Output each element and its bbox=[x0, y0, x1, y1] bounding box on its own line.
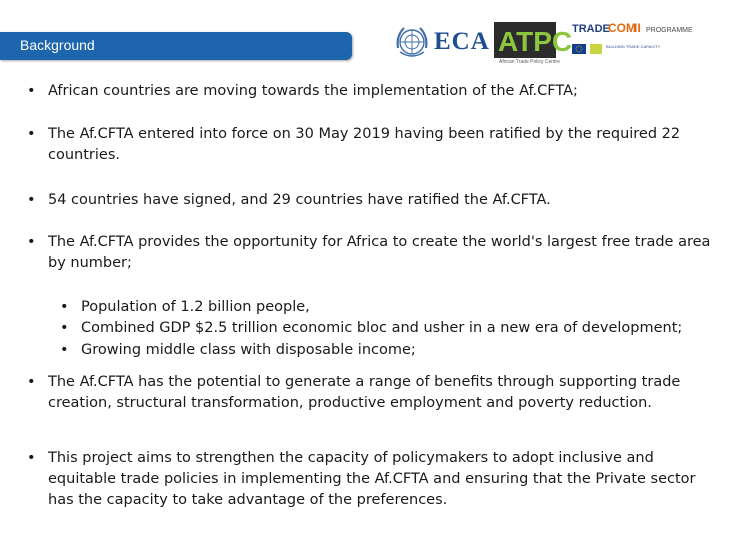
atpc-logo-text: ATPC bbox=[498, 26, 573, 57]
tradecom-roman-text: II bbox=[634, 21, 641, 35]
tradecom-com-text: COM bbox=[608, 21, 636, 35]
bullet-dot: • bbox=[27, 450, 36, 466]
bullet-text: African countries are moving towards the implementation of the Af.CFTA; bbox=[48, 83, 578, 99]
tradecom-tagline: BUILDING TRADE CAPACITY bbox=[606, 44, 661, 49]
bullet-text: This project aims to strengthen the capacity of policymakers to adopt inclusive and equitable trade policies in implementing the Af.CFTA and ensuring that the Private sector has the capacity to take advantage of the preferences. bbox=[48, 450, 696, 508]
bullet-dot: • bbox=[60, 342, 69, 358]
bullet-dot: • bbox=[27, 192, 36, 208]
bullet-text: Population of 1.2 billion people, bbox=[81, 299, 310, 315]
tradecom-programme-text: PROGRAMME bbox=[646, 27, 693, 34]
bullet-text: The Af.CFTA provides the opportunity for Africa to create the world's largest free trade area by number; bbox=[48, 234, 711, 271]
bullet-text: Combined GDP $2.5 trillion economic bloc and usher in a new era of development; bbox=[81, 320, 683, 336]
bullet-text: The Af.CFTA entered into force on 30 May 2019 having been ratified by the required 22 countries. bbox=[48, 126, 681, 163]
bullet-dot: • bbox=[60, 320, 69, 336]
bullet-text: The Af.CFTA has the potential to generate a range of benefits through supporting trade creation, structural transformation, productive employment and poverty reduction. bbox=[48, 374, 681, 411]
bullet-text: Growing middle class with disposable income; bbox=[81, 342, 416, 358]
section-title: Background bbox=[20, 37, 95, 53]
bullet-dot: • bbox=[60, 299, 69, 315]
atpc-logo-subtitle: African Trade Policy Centre bbox=[499, 59, 560, 65]
tradecom-trade-text: TRADE bbox=[572, 23, 610, 35]
bullet-text: 54 countries have signed, and 29 countries have ratified the Af.CFTA. bbox=[48, 192, 551, 208]
bullet-dot: • bbox=[27, 83, 36, 99]
eca-logo-text: ECA bbox=[434, 28, 490, 55]
bullet-dot: • bbox=[27, 234, 36, 250]
bullet-dot: • bbox=[27, 374, 36, 390]
bullet-dot: • bbox=[27, 126, 36, 142]
